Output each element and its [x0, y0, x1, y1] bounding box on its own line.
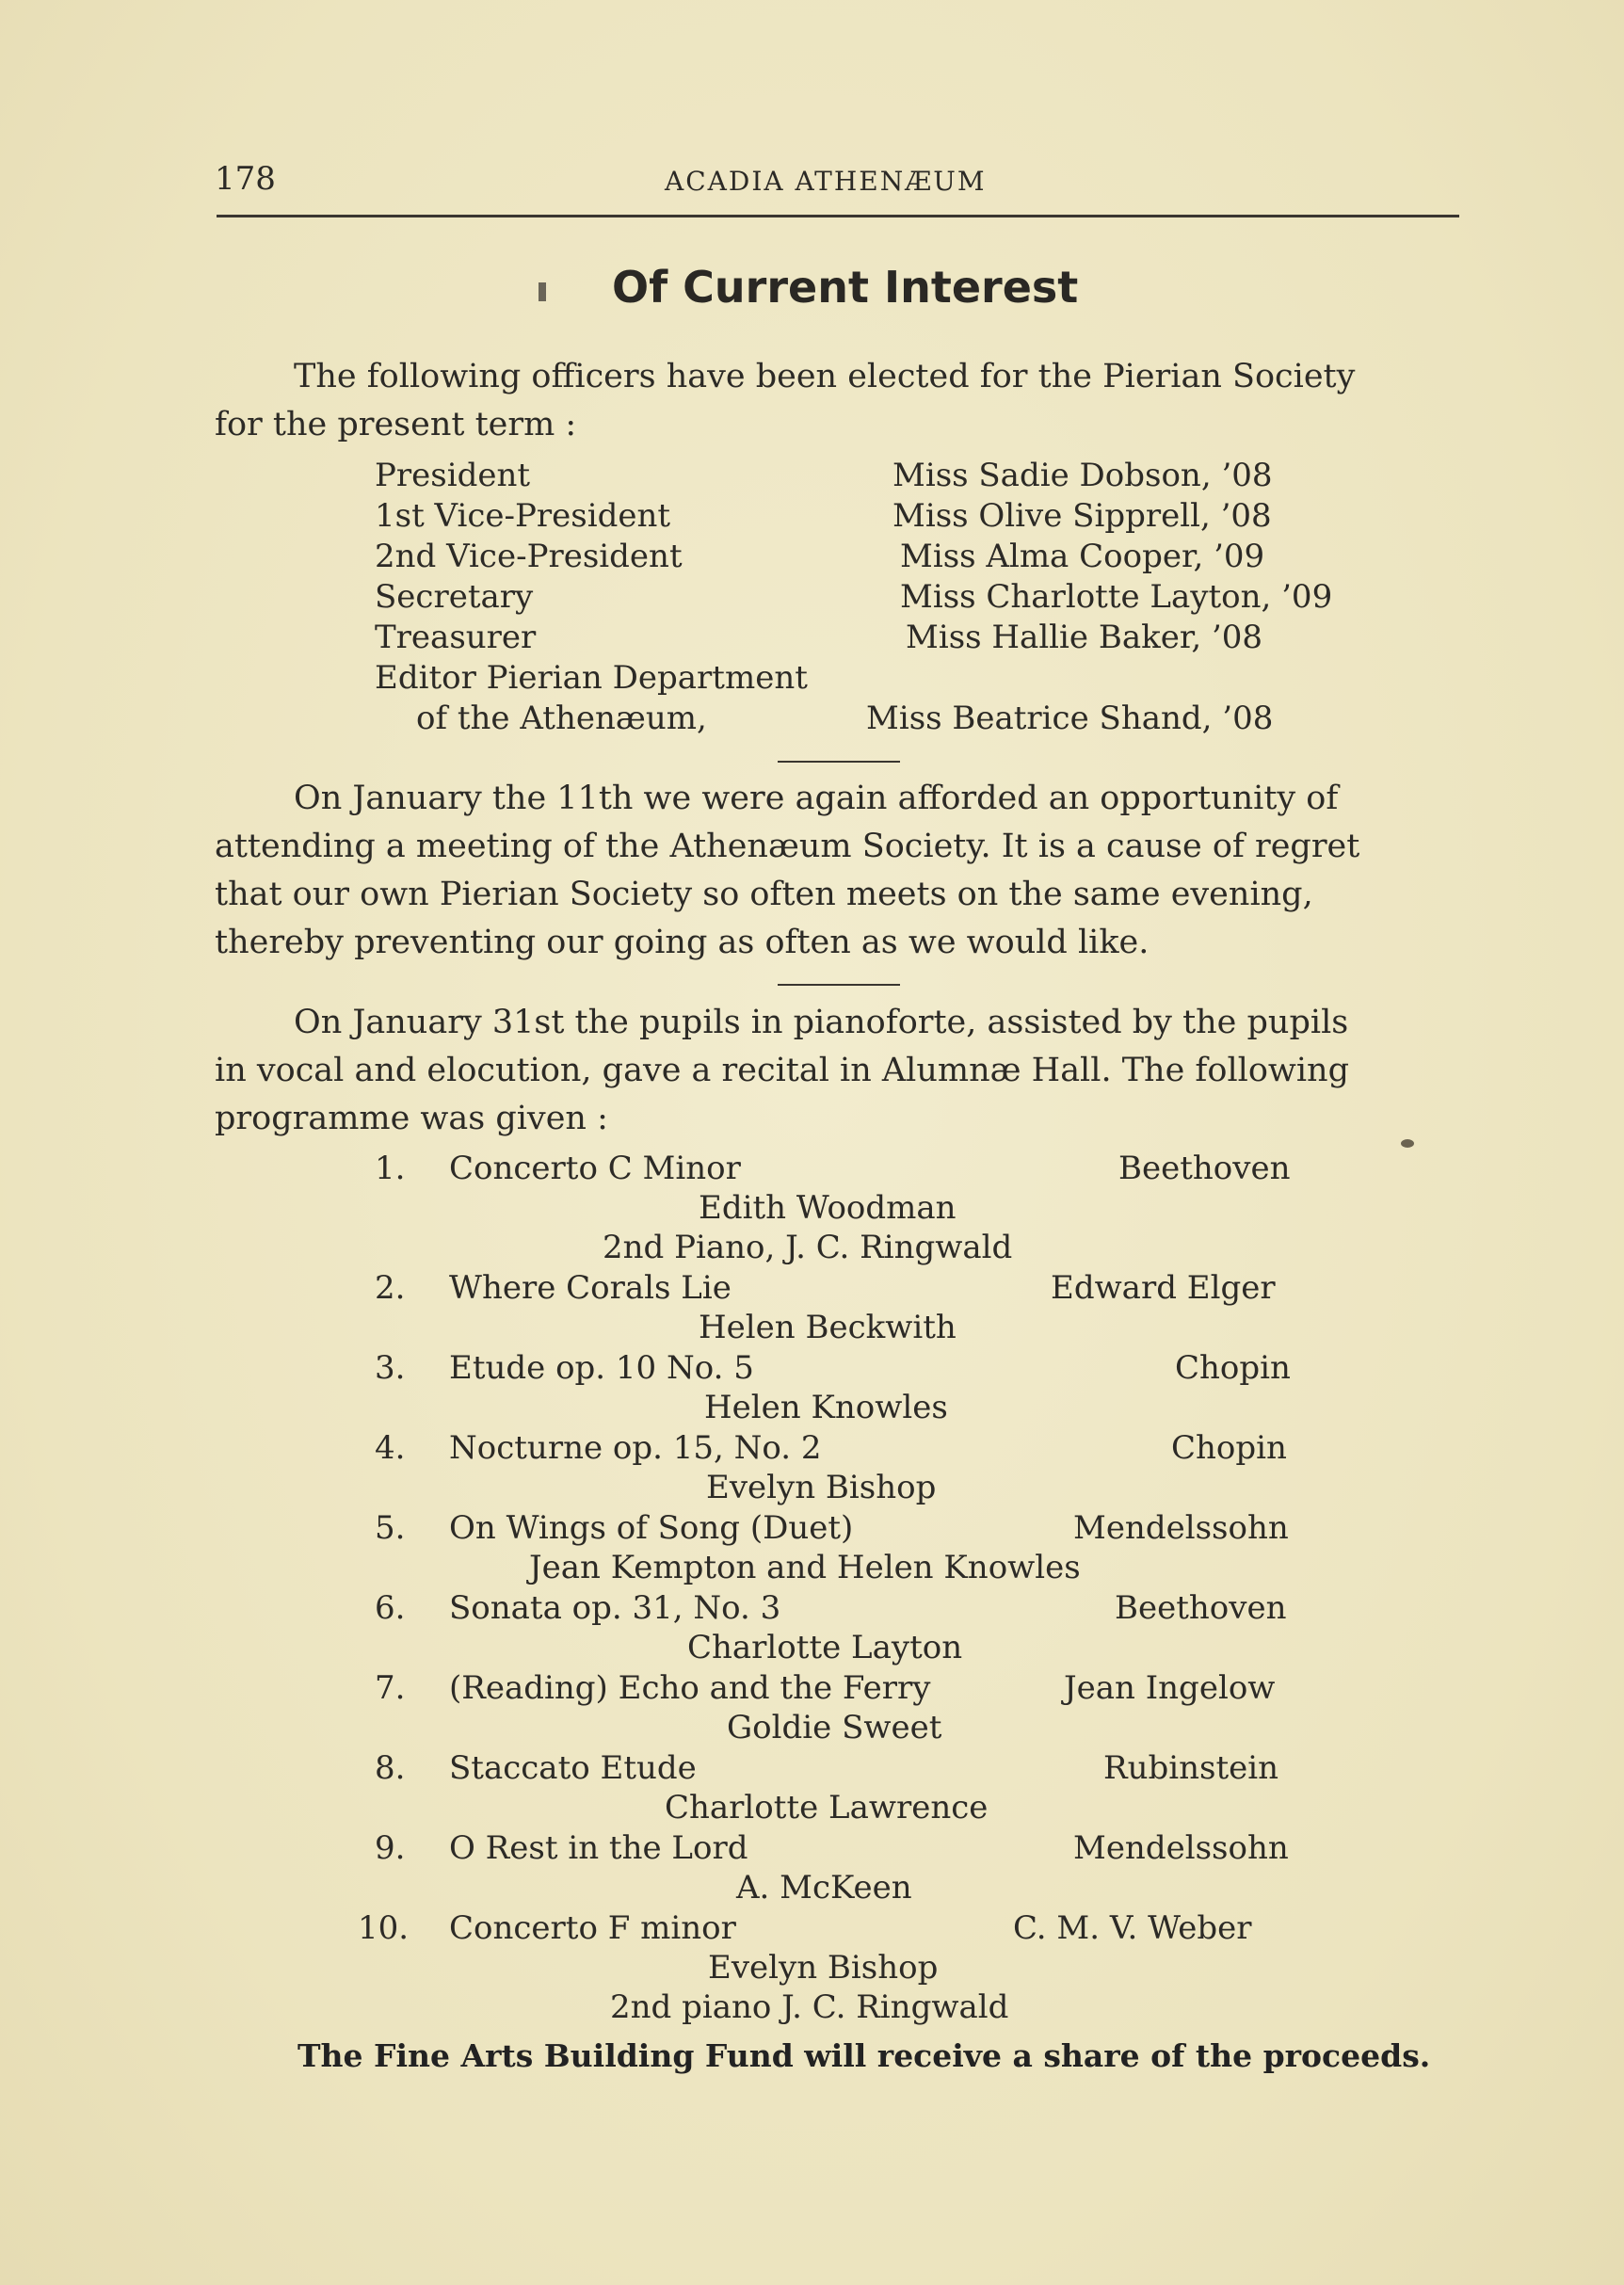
officer-name: Miss Charlotte Layton, ’09: [900, 578, 1333, 616]
footer-note: The Fine Arts Building Fund will receive a share of the proceeds.: [297, 2037, 1431, 2074]
programme-piece: Concerto F minor: [449, 1909, 736, 1947]
paragraph-line: On January 31st the pupils in pianoforte, assisted by the pupils: [294, 1004, 1349, 1041]
officers-intro-line-2: for the present term :: [215, 406, 577, 443]
programme-piece: Staccato Etude: [449, 1749, 697, 1787]
page-number: 178: [215, 160, 276, 198]
programme-composer: Chopin: [1171, 1429, 1287, 1467]
programme-composer: Chopin: [1175, 1349, 1291, 1387]
programme-number: 2.: [375, 1269, 406, 1307]
programme-piece: O Rest in the Lord: [449, 1829, 748, 1867]
officer-role: President: [375, 457, 531, 494]
officer-name: Miss Sadie Dobson, ’08: [892, 457, 1273, 494]
programme-composer: Rubinstein: [1103, 1749, 1279, 1787]
programme-piece: Where Corals Lie: [449, 1269, 732, 1307]
programme-number: 6.: [375, 1589, 406, 1627]
programme-piece: Sonata op. 31, No. 3: [449, 1589, 781, 1627]
programme-performer: Charlotte Layton: [687, 1629, 963, 1666]
officer-role: of the Athenæum,: [416, 700, 707, 737]
ink-stain: [1401, 1139, 1414, 1148]
officer-name: Miss Beatrice Shand, ’08: [866, 700, 1274, 737]
programme-composer: Jean Ingelow: [1064, 1669, 1276, 1707]
header-rule: [217, 215, 1459, 217]
programme-performer: Edith Woodman: [699, 1189, 957, 1227]
paragraph-line: that our own Pierian Society so often meets on the same evening,: [215, 876, 1313, 913]
programme-piece: Concerto C Minor: [449, 1150, 741, 1187]
programme-performer: Jean Kempton and Helen Knowles: [529, 1549, 1081, 1586]
section-title: Of Current Interest: [612, 262, 1079, 313]
programme-performer: Charlotte Lawrence: [665, 1789, 989, 1826]
paragraph-line: in vocal and elocution, gave a recital in Alumnæ Hall. The following: [215, 1052, 1350, 1089]
officer-role: 1st Vice-President: [375, 497, 671, 535]
programme-performer: Helen Knowles: [704, 1389, 948, 1426]
programme-performer: Helen Beckwith: [699, 1309, 957, 1346]
paragraph-line: On January the 11th we were again afforded an opportunity of: [294, 780, 1339, 817]
programme-piece: Nocturne op. 15, No. 2: [449, 1429, 822, 1467]
programme-number: 8.: [375, 1749, 406, 1787]
programme-number: 10.: [358, 1909, 410, 1947]
programme-performer: 2nd Piano, J. C. Ringwald: [603, 1229, 1013, 1266]
programme-piece: On Wings of Song (Duet): [449, 1509, 854, 1547]
programme-performer: Evelyn Bishop: [708, 1949, 939, 1987]
programme-number: 3.: [375, 1349, 406, 1387]
programme-number: 5.: [375, 1509, 406, 1547]
paragraph-line: thereby preventing our going as often as we would like.: [215, 924, 1150, 961]
programme-performer: 2nd piano J. C. Ringwald: [610, 1988, 1009, 2026]
officer-name: Miss Olive Sipprell, ’08: [892, 497, 1272, 535]
print-mark-icon: [539, 282, 546, 301]
paragraph-line: attending a meeting of the Athenæum Society. It is a cause of regret: [215, 828, 1360, 865]
paragraph-line: programme was given :: [215, 1100, 608, 1137]
programme-composer: Mendelssohn: [1073, 1509, 1289, 1547]
programme-number: 7.: [375, 1669, 406, 1707]
programme-composer: C. M. V. Weber: [1013, 1909, 1252, 1947]
officers-intro-line-1: The following officers have been elected for the Pierian Society: [294, 358, 1356, 395]
officer-name: Miss Alma Cooper, ’09: [900, 538, 1265, 575]
journal-title: ACADIA ATHENÆUM: [665, 166, 987, 197]
officer-role: Secretary: [375, 578, 534, 616]
programme-performer: A. McKeen: [736, 1869, 912, 1907]
programme-composer: Beethoven: [1118, 1150, 1291, 1187]
programme-number: 1.: [375, 1150, 406, 1187]
officer-role: Editor Pierian Department: [375, 659, 808, 697]
programme-composer: Mendelssohn: [1073, 1829, 1289, 1867]
officer-role: 2nd Vice-President: [375, 538, 683, 575]
programme-composer: Beethoven: [1115, 1589, 1287, 1627]
programme-number: 4.: [375, 1429, 406, 1467]
section-separator: [778, 984, 900, 986]
officer-name: Miss Hallie Baker, ’08: [906, 619, 1263, 656]
section-separator: [778, 761, 900, 763]
programme-composer: Edward Elger: [1051, 1269, 1276, 1307]
programme-performer: Evelyn Bishop: [706, 1469, 937, 1506]
programme-performer: Goldie Sweet: [727, 1709, 942, 1746]
programme-piece: (Reading) Echo and the Ferry: [449, 1669, 931, 1707]
programme-number: 9.: [375, 1829, 406, 1867]
officer-role: Treasurer: [375, 619, 537, 656]
programme-piece: Etude op. 10 No. 5: [449, 1349, 754, 1387]
